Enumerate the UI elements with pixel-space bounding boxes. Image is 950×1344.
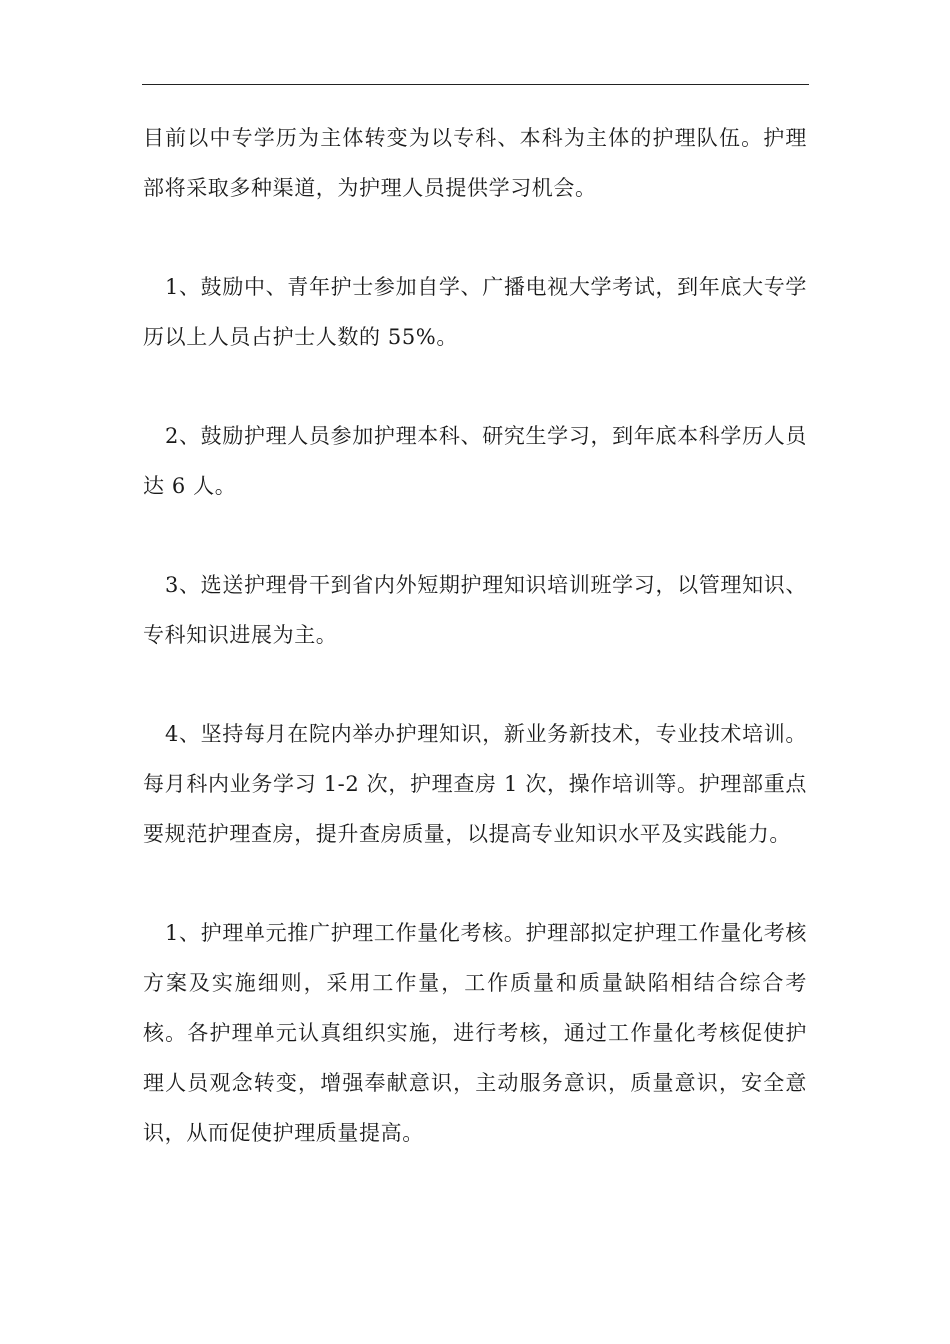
paragraph-item-5: 1、护理单元推广护理工作量化考核。护理部拟定护理工作量化考核方案及实施细则，采用工作量，工作质量和质量缺陷相结合综合考核。各护理单元认真组织实施，进行考核，通过工作量化考核促使护理人员观念转变，增强奉献意识，主动服务意识，质量意识，安全意识，从而促使护理质量提高。 <box>143 921 807 1145</box>
paragraph-item-1: 1、鼓励中、青年护士参加自学、广播电视大学考试，到年底大专学历以上人员占护士人数的 55%。 <box>143 275 807 349</box>
header-rule <box>142 84 809 85</box>
paragraph-item-3: 3、选送护理骨干到省内外短期护理知识培训班学习，以管理知识、专科知识进展为主。 <box>143 573 807 647</box>
paragraph-intro: 目前以中专学历为主体转变为以专科、本科为主体的护理队伍。护理部将采取多种渠道，为护理人员提供学习机会。 <box>143 126 807 200</box>
document-body <box>143 113 807 1158</box>
paragraph-item-4: 4、坚持每月在院内举办护理知识，新业务新技术，专业技术培训。每月科内业务学习 1-2 次，护理查房 1 次，操作培训等。护理部重点要规范护理查房，提升查房质量，以提高专业知识水平及实践能力。 <box>143 722 807 846</box>
paragraph-item-2: 2、鼓励护理人员参加护理本科、研究生学习，到年底本科学历人员达 6 人。 <box>143 424 807 498</box>
